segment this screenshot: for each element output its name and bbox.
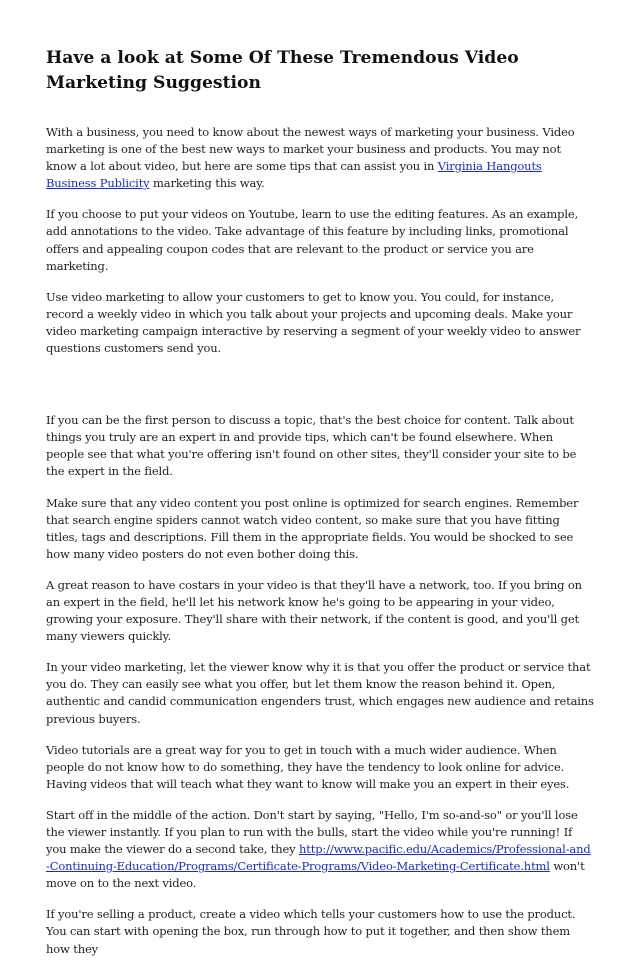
blank-space	[46, 371, 594, 412]
page-title: Have a look at Some Of These Tremendous Video Marketing Suggestion	[46, 48, 519, 93]
paragraph-why: In your video marketing, let the viewer know why it is that you offer the product or service that you do. They can easily see what you offer, but let them know the reason behind it. Open, authentic and candid communication engenders trust, which engages new audience and retains previous buyers.	[46, 660, 594, 726]
paragraph-optimize: Make sure that any video content you post online is optimized for search engines. Remember that search engine spiders cannot watch video content, so make sure that you have fitting titles, tags and descriptions. Fill them in the appropriate fields. You would be shocked to see how many video posters do not even bother doing this.	[46, 495, 579, 561]
paragraph-text: marketing this way.	[149, 176, 265, 191]
pacific-edu-link[interactable]: http://www.pacific.edu/Academics/Professional-and-Continuing-Education/Programs/Certificate-Programs/Video-Marketing-Certificate.html	[46, 842, 591, 874]
paragraph-get-to-know: Use video marketing to allow your customers to get to know you. You could, for instance, record a weekly video in which you talk about your projects and upcoming deals. Make your video marketing campaign interactive by reserving a segment of your weekly video to answer questions customers send you.	[46, 289, 581, 356]
paragraph-text: Start off in the middle of the action. Don't start by saying, "Hello, I'm so-and-so" or you'll lose the viewer instantly. If you plan to run with the bulls, start the video while you're running! If you make the viewer do a second take, they	[46, 807, 578, 857]
virginia-hangouts-link[interactable]: Virginia Hangouts Business Publicity	[46, 159, 542, 191]
paragraph-first-person: If you can be the first person to discuss a topic, that's the best choice for content. Talk about things you truly are an expert in and provide tips, which can't be found elsewhere. When people see that what you're offering isn't found on other sites, they'll consider your site to be the expert in the field.	[46, 413, 577, 479]
paragraph-selling: If you're selling a product, create a video which tells your customers how to use the product. You can start with opening the box, run through how to put it together, and then show them how they	[46, 907, 576, 956]
paragraph-youtube: If you choose to put your videos on Youtube, learn to use the editing features. As an example, add annotations to the video. Take advantage of this feature by including links, promotional offers and appealing coupon codes that are relevant to the product or service you are marketing.	[46, 207, 579, 273]
paragraph-costars: A great reason to have costars in your video is that they'll have a network, too. If you bring on an expert in the field, he'll let his network know he's going to be appearing in your video, growing your exposure. They'll share with their network, if the content is good, and you'll get many viewers quickly.	[46, 577, 582, 644]
document-page	[46, 46, 594, 972]
paragraph-action	[46, 807, 594, 892]
paragraph-intro	[46, 124, 594, 192]
paragraph-text: With a business, you need to know about the newest ways of marketing your business. Video marketing is one of the best new ways to market your business and products. You may not know a lot about video, but here are some tips that can assist you in	[46, 125, 575, 174]
paragraph-tutorials: Video tutorials are a great way for you to get in touch with a much wider audience. When people do not know how to do something, they have the tendency to look online for advice. Having videos that will teach what they want to know will make you an expert in their eyes.	[46, 742, 570, 791]
paragraph-text: won't move on to the next video.	[46, 859, 585, 891]
